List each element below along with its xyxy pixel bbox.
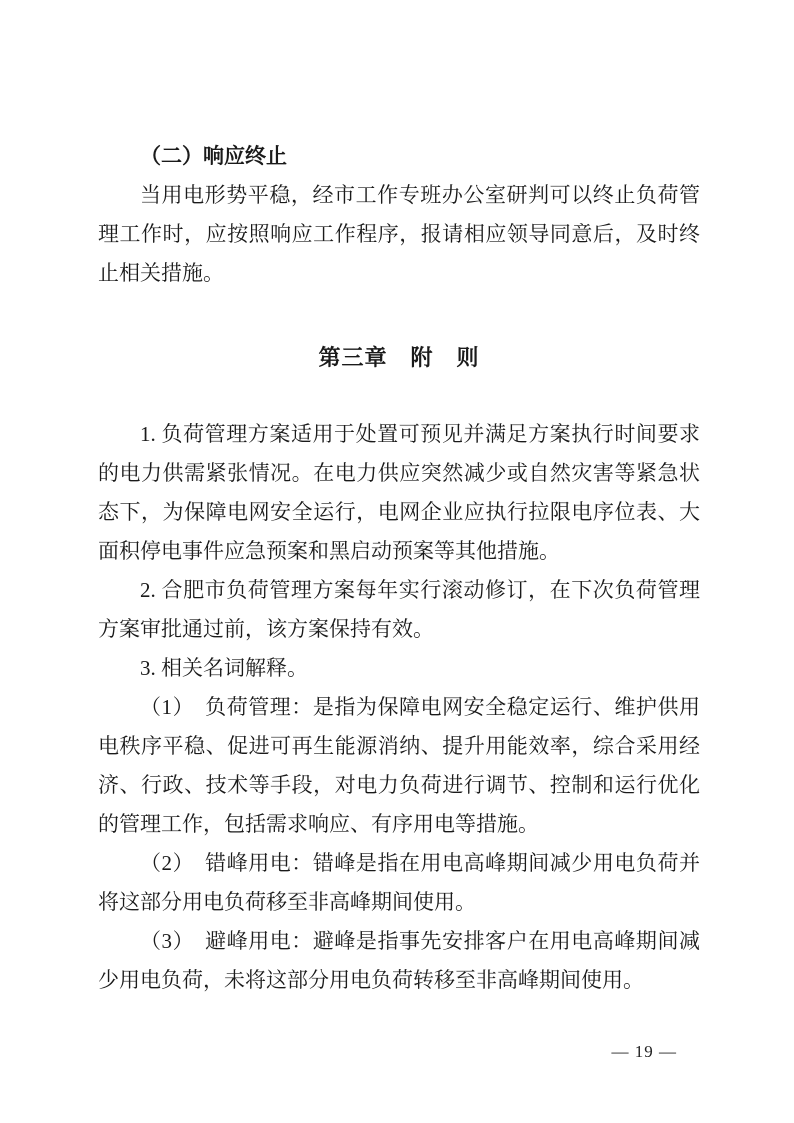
section-paragraph: 当用电形势平稳，经市工作专班办公室研判可以终止负荷管理工作时，应按照响应工作程序，报请相应领导同意后，及时终止相关措施。 (98, 183, 700, 285)
section-heading: （二）响应终止 (140, 144, 287, 168)
definition-paragraph-1: （1） 负荷管理：是指为保障电网安全稳定运行、维护供用电秩序平稳、促进可再生能源消纳、提升用能效率，综合采用经济、行政、技术等手段，对电力负荷进行调节、控制和运行优化的管理工作，包括需求响应、有序用电等措施。 (98, 695, 700, 836)
chapter-heading: 第三章 附 则 (318, 345, 480, 370)
definition-paragraph-3: （3） 避峰用电：避峰是指事先安排客户在用电高峰期间减少用电负荷，未将这部分用电负荷转移至非高峰期间使用。 (98, 929, 700, 992)
page-number: — 19 — (611, 1042, 677, 1061)
definition-paragraph-2: （2） 错峰用电：错峰是指在用电高峰期间减少用电负荷并将这部分用电负荷移至非高峰期间使用。 (98, 851, 700, 914)
page-content (98, 137, 700, 1000)
clause-paragraph-1: 1. 负荷管理方案适用于处置可预见并满足方案执行时间要求的电力供需紧张情况。在电力供应突然减少或自然灾害等紧急状态下，为保障电网安全运行，电网企业应执行拉限电序位表、大面积停电事件应急预案和黑启动预案等其他措施。 (98, 422, 700, 563)
clause-paragraph-2: 2. 合肥市负荷管理方案每年实行滚动修订，在下次负荷管理方案审批通过前，该方案保持有效。 (98, 578, 700, 641)
clause-paragraph-3: 3. 相关名词解释。 (140, 656, 308, 680)
